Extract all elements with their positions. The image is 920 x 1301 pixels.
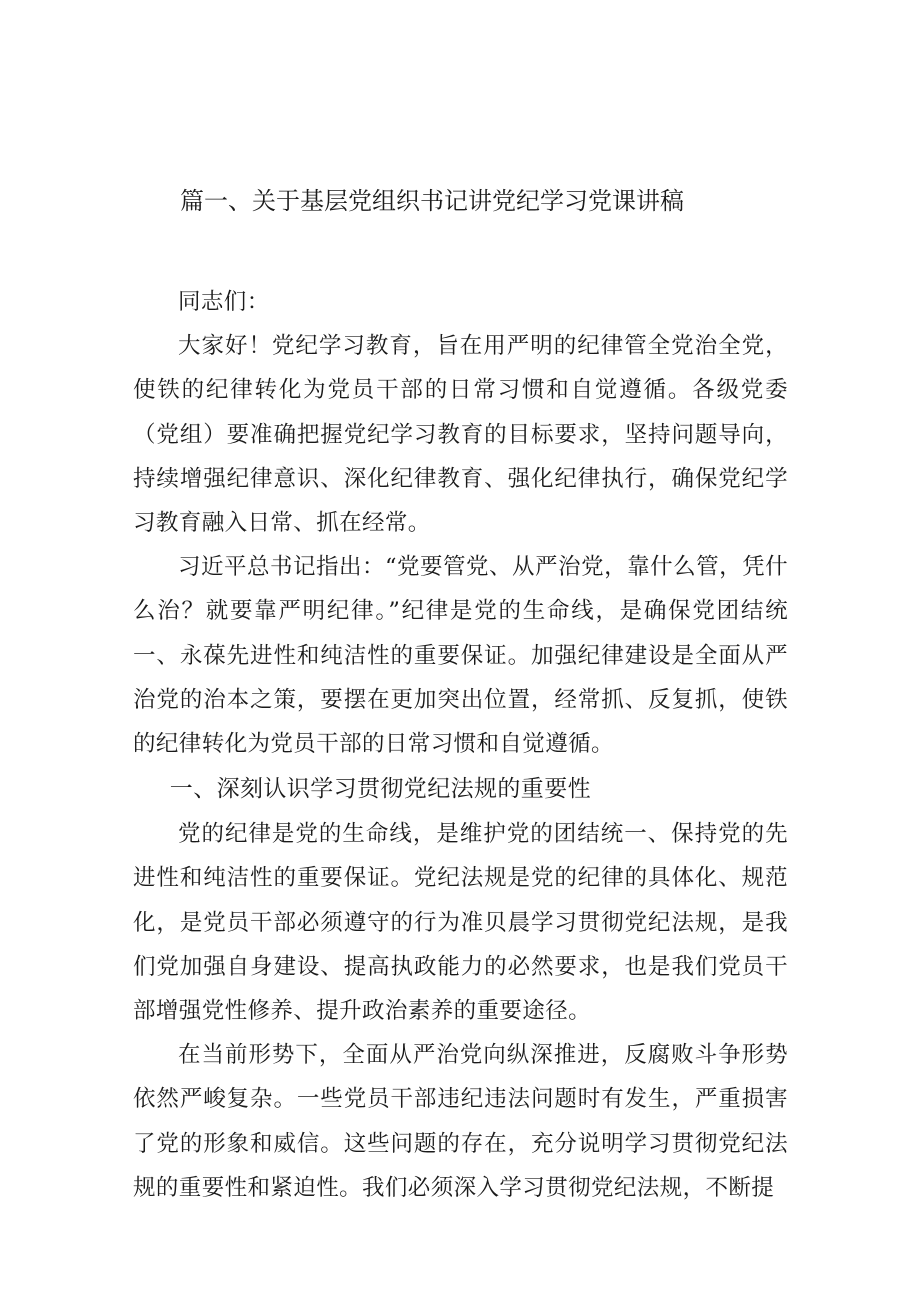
body-paragraph: 习近平总书记指出：“党要管党、从严治党，靠什么管，凭什么治？就要靠严明纪律。”纪律是党的生命线，是确保党团结统一、永葆先进性和纯洁性的重要保证。加强纪律建设是全面从严治党的治本之策，要摆在更加突出位置，经常抓、反复抓，使铁的纪律转化为党员干部的日常习惯和自觉遵循。 bbox=[133, 554, 788, 758]
section-heading: 一、深刻认识学习贯彻党纪法规的重要性 bbox=[169, 776, 591, 803]
document-body bbox=[133, 280, 788, 1210]
salutation: 同志们： bbox=[178, 289, 270, 315]
section-paragraph: 在当前形势下，全面从严治党向纵深推进，反腐败斗争形势依然严峻复杂。一些党员干部违纪违法问题时有发生，严重损害了党的形象和威信。这些问题的存在，充分说明学习贯彻党纪法规的重要性和紧迫性。我们必须深入学习贯彻党纪法规，不断提 bbox=[133, 1042, 788, 1201]
document-title: 篇一、关于基层党组织书记讲党纪学习党课讲稿 bbox=[180, 187, 684, 215]
body-paragraph: 大家好！党纪学习教育，旨在用严明的纪律管全党治全党，使铁的纪律转化为党员干部的日常习惯和自觉遵循。各级党委（党组）要准确把握党纪学习教育的目标要求，坚持问题导向，持续增强纪律意识、深化纪律教育、强化纪律执行，确保党纪学习教育融入日常、抓在经常。 bbox=[133, 333, 788, 537]
section-paragraph: 党的纪律是党的生命线，是维护党的团结统一、保持党的先进性和纯洁性的重要保证。党纪法规是党的纪律的具体化、规范化，是党员干部必须遵守的行为准贝晨学习贯彻党纪法规，是我们党加强自身建设、提高执政能力的必然要求，也是我们党员干部增强党性修养、提升政治素养的重要途径。 bbox=[133, 821, 788, 1025]
